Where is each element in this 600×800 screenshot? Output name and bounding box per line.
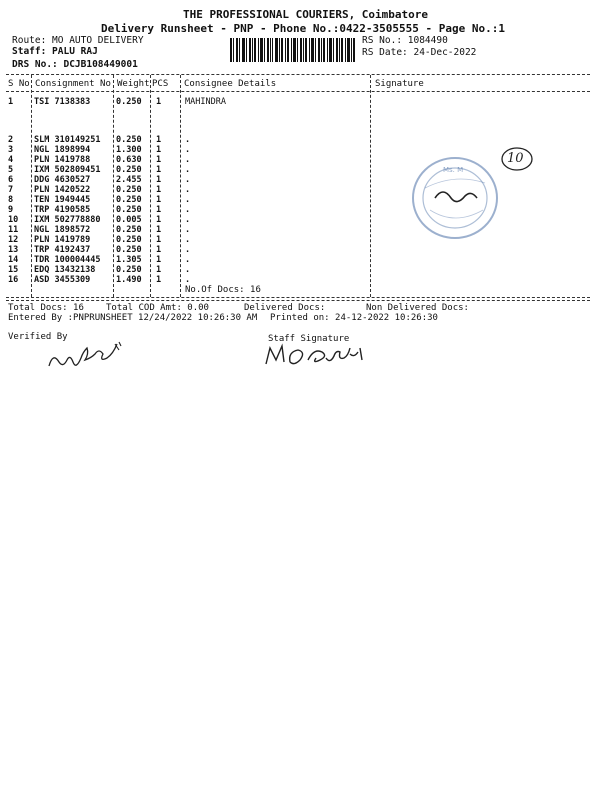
row-weight: 0.250 — [116, 205, 142, 215]
row-weight: 0.005 — [116, 215, 142, 225]
table-row — [0, 175, 600, 185]
row-consignee: . — [185, 265, 191, 275]
row-pcs: 1 — [156, 255, 162, 265]
total-cod: Total COD Amt: 0.00 — [106, 303, 209, 313]
row-sno: 10 — [8, 215, 19, 225]
row-consignment: TDR 100004445 — [34, 255, 101, 265]
row-weight: 0.250 — [116, 195, 142, 205]
table-row — [0, 265, 600, 275]
row-consignment: PLN 1419788 — [34, 155, 91, 165]
drs-number: DRS No.: DCJB108449001 — [12, 59, 138, 70]
row-sno: 15 — [8, 265, 19, 275]
table-row — [0, 235, 600, 245]
row-weight: 0.250 — [116, 225, 142, 235]
entered-by: Entered By :PNPRUNSHEET 12/24/2022 10:26:30 AM — [8, 313, 258, 323]
row-weight: 2.455 — [116, 175, 142, 185]
rs-date: RS Date: 24-Dec-2022 — [362, 47, 477, 58]
col-header-consignee: Consignee Details — [184, 79, 277, 89]
rs-number: RS No.: 1084490 — [362, 35, 448, 46]
row-pcs: 1 — [156, 225, 162, 235]
row-pcs: 1 — [156, 235, 162, 245]
row-sno: 1 — [8, 97, 14, 107]
row-pcs: 1 — [156, 135, 162, 145]
row-sno: 11 — [8, 225, 19, 235]
verified-signature — [45, 336, 135, 376]
row-sno: 13 — [8, 245, 19, 255]
row-consignment: DDG 4630527 — [34, 175, 91, 185]
row-weight: 1.300 — [116, 145, 142, 155]
row-pcs: 1 — [156, 97, 162, 107]
row-weight: 0.250 — [116, 265, 142, 275]
row-pcs: 1 — [156, 185, 162, 195]
row-weight: 0.250 — [116, 245, 142, 255]
table-row — [0, 195, 600, 205]
row-pcs: 1 — [156, 205, 162, 215]
table-row — [0, 245, 600, 255]
row-consignee: . — [185, 205, 191, 215]
row-pcs: 1 — [156, 245, 162, 255]
col-header-sno: S No — [8, 79, 30, 89]
row-weight: 0.250 — [116, 235, 142, 245]
row-sno: 12 — [8, 235, 19, 245]
row-pcs: 1 — [156, 195, 162, 205]
col-header-signature: Signature — [375, 79, 424, 89]
row-consignee: . — [185, 155, 191, 165]
table-row — [0, 185, 600, 195]
row-weight: 1.305 — [116, 255, 142, 265]
row-weight: 0.630 — [116, 155, 142, 165]
row-consignment: TEN 1949445 — [34, 195, 91, 205]
company-title: THE PROFESSIONAL COURIERS, Coimbatore — [183, 8, 429, 21]
row-consignee: . — [185, 135, 191, 145]
row-sno: 7 — [8, 185, 14, 195]
row-sno: 14 — [8, 255, 19, 265]
staff-signature-label: Staff Signature — [268, 334, 350, 344]
row-consignee: . — [185, 215, 191, 225]
table-row — [0, 255, 600, 265]
col-header-pcs: PCS — [152, 79, 169, 89]
staff-signature — [262, 340, 372, 370]
row-consignee: . — [185, 145, 191, 155]
table-row — [0, 97, 600, 107]
runsheet-subtitle: Delivery Runsheet - PNP - Phone No.:0422-3505555 - Page No.:1 — [101, 22, 505, 35]
row-consignee: . — [185, 255, 191, 265]
row-consignment: PLN 1419789 — [34, 235, 91, 245]
row-pcs: 1 — [156, 265, 162, 275]
row-pcs: 1 — [156, 155, 162, 165]
row-sno: 6 — [8, 175, 14, 185]
row-pcs: 1 — [156, 165, 162, 175]
table-row — [0, 135, 600, 145]
table-top-rule — [6, 74, 590, 75]
row-consignee: . — [185, 165, 191, 175]
table-row — [0, 275, 600, 285]
row-weight: 1.490 — [116, 275, 142, 285]
row-consignee: . — [185, 225, 191, 235]
row-consignee: . — [185, 195, 191, 205]
non-delivered-docs: Non Delivered Docs: — [366, 303, 469, 313]
row-sno: 4 — [8, 155, 14, 165]
handwritten-number: 10 — [507, 151, 524, 166]
table-header-rule — [6, 91, 590, 92]
row-pcs: 1 — [156, 275, 162, 285]
table-bottom-rule-2 — [6, 300, 590, 301]
row-consignee: . — [185, 275, 191, 285]
row-sno: 3 — [8, 145, 14, 155]
row-consignment: IXM 502778880 — [34, 215, 101, 225]
printed-on: Printed on: 24-12-2022 10:26:30 — [270, 313, 438, 323]
row-sno: 16 — [8, 275, 19, 285]
row-pcs: 1 — [156, 215, 162, 225]
table-bottom-rule — [6, 297, 590, 298]
delivered-docs: Delivered Docs: — [244, 303, 326, 313]
row-pcs: 1 — [156, 145, 162, 155]
table-row — [0, 215, 600, 225]
row-sno: 8 — [8, 195, 14, 205]
row-consignee: MAHINDRA — [185, 97, 226, 107]
row-consignment: NGL 1898572 — [34, 225, 91, 235]
row-consignee: . — [185, 235, 191, 245]
col-header-weight: Weight — [117, 79, 150, 89]
row-pcs: 1 — [156, 175, 162, 185]
row-consignment: SLM 310149251 — [34, 135, 101, 145]
row-weight: 0.250 — [116, 165, 142, 175]
row-consignee: . — [185, 185, 191, 195]
row-weight: 0.250 — [116, 135, 142, 145]
company-stamp — [405, 148, 505, 248]
row-consignment: IXM 502809451 — [34, 165, 101, 175]
route-label: Route: MO AUTO DELIVERY — [12, 35, 144, 46]
row-consignee: . — [185, 245, 191, 255]
col-header-consignment: Consignment No — [35, 79, 111, 89]
row-consignment: ASD 3455309 — [34, 275, 91, 285]
row-sno: 2 — [8, 135, 14, 145]
no-of-docs: No.Of Docs: 16 — [185, 285, 261, 295]
row-consignee: . — [185, 175, 191, 185]
total-docs: Total Docs: 16 — [8, 303, 84, 313]
table-row — [0, 205, 600, 215]
staff-label: Staff: PALU RAJ — [12, 46, 98, 57]
table-row — [0, 225, 600, 235]
svg-text:Ms. M: Ms. M — [443, 166, 464, 174]
row-consignment: TRP 4192437 — [34, 245, 91, 255]
row-weight: 0.250 — [116, 97, 142, 107]
row-weight: 0.250 — [116, 185, 142, 195]
barcode — [230, 38, 355, 62]
row-consignment: TSI 7138383 — [34, 97, 91, 107]
row-consignment: TRP 4190585 — [34, 205, 91, 215]
row-consignment: PLN 1420522 — [34, 185, 91, 195]
row-sno: 9 — [8, 205, 14, 215]
row-consignment: EDQ 13432138 — [34, 265, 96, 275]
row-consignment: NGL 1898994 — [34, 145, 91, 155]
verified-by-label: Verified By — [8, 332, 68, 342]
row-sno: 5 — [8, 165, 14, 175]
